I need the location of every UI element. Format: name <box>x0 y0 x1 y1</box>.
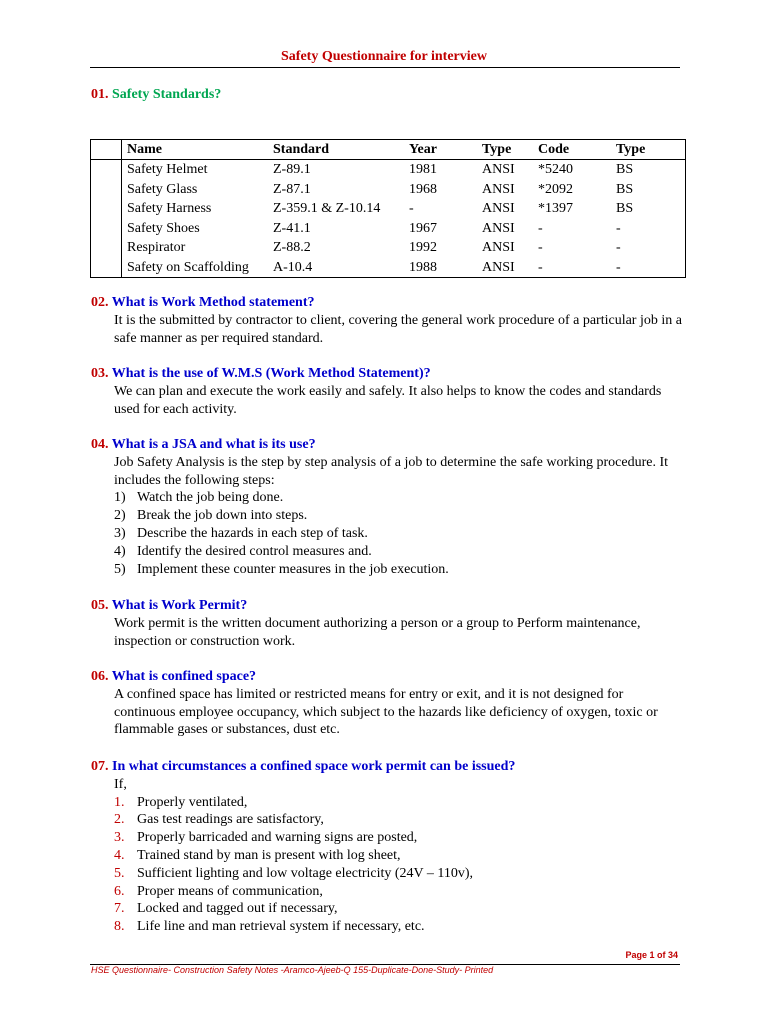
cell-name: Safety on Scaffolding <box>127 259 249 275</box>
question-04 <box>91 436 684 578</box>
list-item <box>114 883 684 901</box>
page-number: Page 1 of 34 <box>625 950 678 960</box>
cell-type: ANSI <box>482 201 515 217</box>
table-row <box>91 238 686 258</box>
question-heading <box>91 668 684 686</box>
table-header-row <box>91 140 686 160</box>
cell-name: Safety Helmet <box>127 162 208 178</box>
list-item <box>114 543 684 561</box>
table-body <box>91 160 686 278</box>
cell-standard: Z-359.1 & Z-10.14 <box>273 201 381 217</box>
list-item <box>114 918 684 936</box>
question-number: 06. <box>91 669 109 684</box>
column-header-type: Type <box>482 142 512 157</box>
list-item <box>114 847 684 865</box>
cell-standard: A-10.4 <box>273 259 313 275</box>
list-item-text: Locked and tagged out if necessary, <box>137 901 338 917</box>
list-item <box>114 489 684 507</box>
answer <box>91 312 684 348</box>
cell-type-2: BS <box>616 181 634 197</box>
question-heading <box>91 758 684 776</box>
list-item-text: Gas test readings are satisfactory, <box>137 812 324 828</box>
table-blank-cell <box>91 140 122 160</box>
list-item-number: 2. <box>114 812 125 828</box>
list-item-text: Properly ventilated, <box>137 794 248 810</box>
list-item-number: 4) <box>114 543 126 559</box>
cell-code: - <box>538 259 543 275</box>
list-item-text: Sufficient lighting and low voltage electricity (24V – 110v), <box>137 865 474 881</box>
answer-text: It is the submitted by contractor to client, covering the general work procedure of a particular job in a safe manner as per required standard. <box>114 312 682 346</box>
question-text: What is Work Permit? <box>111 598 248 613</box>
table-row <box>91 199 686 219</box>
answer <box>91 454 684 579</box>
cell-type-2: - <box>616 240 621 256</box>
question-01 <box>91 86 221 104</box>
answer-intro: If, <box>114 776 127 792</box>
cell-name: Safety Shoes <box>127 220 200 236</box>
cell-code: - <box>538 240 543 256</box>
list-item-number: 1. <box>114 794 125 810</box>
table-row <box>91 180 686 200</box>
cell-type-2: BS <box>616 162 634 178</box>
cell-type-2: BS <box>616 201 634 217</box>
table-blank-cell <box>91 258 122 278</box>
list-item <box>114 900 684 918</box>
table-blank-cell <box>91 199 122 219</box>
answer-text: Job Safety Analysis is the step by step analysis of a job to determine the safe working procedure. It includes the following steps: <box>114 454 669 488</box>
jsa-steps-list <box>114 489 684 578</box>
cell-code: *5240 <box>538 162 573 178</box>
question-number: 03. <box>91 366 109 381</box>
question-text: What is confined space? <box>111 669 257 684</box>
question-heading <box>91 436 684 454</box>
answer <box>91 615 684 651</box>
table-blank-cell <box>91 238 122 258</box>
question-text: What is Work Method statement? <box>111 295 315 310</box>
table-blank-cell <box>91 180 122 200</box>
cell-year: 1992 <box>409 240 437 256</box>
answer-text: We can plan and execute the work easily and safely. It also helps to know the codes and standards used for each activity. <box>114 383 662 417</box>
list-item <box>114 829 684 847</box>
question-05 <box>91 597 684 650</box>
cell-year: - <box>409 201 414 217</box>
cell-type-2: - <box>616 259 621 275</box>
list-item-number: 6. <box>114 883 125 899</box>
cell-type: ANSI <box>482 220 515 236</box>
question-text: What is the use of W.M.S (Work Method Statement)? <box>111 366 431 381</box>
cell-code: - <box>538 220 543 236</box>
question-06 <box>91 668 684 739</box>
cell-type: ANSI <box>482 162 515 178</box>
list-item-number: 7. <box>114 901 125 917</box>
question-03 <box>91 365 684 418</box>
list-item-text: Trained stand by man is present with log sheet, <box>137 847 401 863</box>
list-item <box>114 525 684 543</box>
answer <box>91 776 684 936</box>
cell-type: ANSI <box>482 259 515 275</box>
list-item-number: 5) <box>114 561 126 577</box>
cell-year: 1968 <box>409 181 437 197</box>
list-item <box>114 507 684 525</box>
cell-standard: Z-87.1 <box>273 181 311 197</box>
cell-type: ANSI <box>482 181 515 197</box>
list-item <box>114 811 684 829</box>
list-item-number: 5. <box>114 865 125 881</box>
title-divider <box>90 67 680 68</box>
list-item-text: Implement these counter measures in the job execution. <box>137 561 449 577</box>
answer <box>91 686 684 739</box>
list-item-number: 4. <box>114 847 125 863</box>
footer-note: HSE Questionnaire- Construction Safety Notes -Aramco-Ajeeb-Q 155-Duplicate-Done-Study- Printed <box>91 965 494 975</box>
answer <box>91 383 684 419</box>
table-blank-cell <box>91 219 122 239</box>
list-item-number: 8. <box>114 919 125 935</box>
cell-standard: Z-89.1 <box>273 162 311 178</box>
list-item <box>114 865 684 883</box>
cell-year: 1988 <box>409 259 437 275</box>
cell-name: Safety Glass <box>127 181 198 197</box>
answer-text: Work permit is the written document authorizing a person or a group to Perform maintenance, inspection or construction work. <box>114 615 641 649</box>
list-item <box>114 561 684 579</box>
list-item-text: Proper means of communication, <box>137 883 323 899</box>
column-header-standard: Standard <box>273 142 330 157</box>
permit-conditions-list <box>114 794 684 936</box>
list-item-number: 3. <box>114 830 125 846</box>
question-text: What is a JSA and what is its use? <box>111 437 316 452</box>
question-number: 04. <box>91 437 109 452</box>
table-row <box>91 160 686 180</box>
column-header-code: Code <box>538 142 570 157</box>
list-item-text: Identify the desired control measures and. <box>137 543 372 559</box>
question-heading <box>91 597 684 615</box>
question-number: 07. <box>91 759 109 774</box>
list-item-text: Break the job down into steps. <box>137 508 308 524</box>
cell-name: Safety Harness <box>127 201 212 217</box>
cell-type-2: - <box>616 220 621 236</box>
question-number: 02. <box>91 295 109 310</box>
question-heading <box>91 86 221 104</box>
table-blank-cell <box>91 160 122 180</box>
column-header-year: Year <box>409 142 437 157</box>
document-title: Safety Questionnaire for interview <box>281 49 487 64</box>
list-item-text: Life line and man retrieval system if necessary, etc. <box>137 919 425 935</box>
cell-type: ANSI <box>482 240 515 256</box>
list-item-text: Properly barricaded and warning signs are posted, <box>137 830 418 846</box>
question-number: 05. <box>91 598 109 613</box>
cell-standard: Z-41.1 <box>273 220 311 236</box>
question-text: Safety Standards? <box>112 87 222 102</box>
list-item-text: Watch the job being done. <box>137 490 284 506</box>
question-02 <box>91 294 684 347</box>
table-row <box>91 219 686 239</box>
column-header-name: Name <box>127 142 162 157</box>
cell-code: *1397 <box>538 201 573 217</box>
list-item-number: 3) <box>114 525 126 541</box>
column-header-type-2: Type <box>616 142 646 157</box>
list-item-text: Describe the hazards in each step of task. <box>137 525 368 541</box>
question-07 <box>91 758 684 936</box>
cell-name: Respirator <box>127 240 186 256</box>
answer-text: A confined space has limited or restricted means for entry or exit, and it is not designed for continuous employee occupancy, which subject to the hazards like deficiency of oxygen, toxic or flammable gases or substances, dust etc. <box>114 686 658 738</box>
cell-code: *2092 <box>538 181 573 197</box>
question-text: In what circumstances a confined space work permit can be issued? <box>112 759 516 774</box>
table-row <box>91 258 686 278</box>
list-item <box>114 794 684 812</box>
safety-standards-table <box>90 139 686 278</box>
list-item-number: 1) <box>114 490 126 506</box>
cell-year: 1967 <box>409 220 437 236</box>
question-number: 01. <box>91 87 109 102</box>
cell-standard: Z-88.2 <box>273 240 311 256</box>
question-heading <box>91 365 684 383</box>
question-heading <box>91 294 684 312</box>
list-item-number: 2) <box>114 508 126 524</box>
cell-year: 1981 <box>409 162 437 178</box>
